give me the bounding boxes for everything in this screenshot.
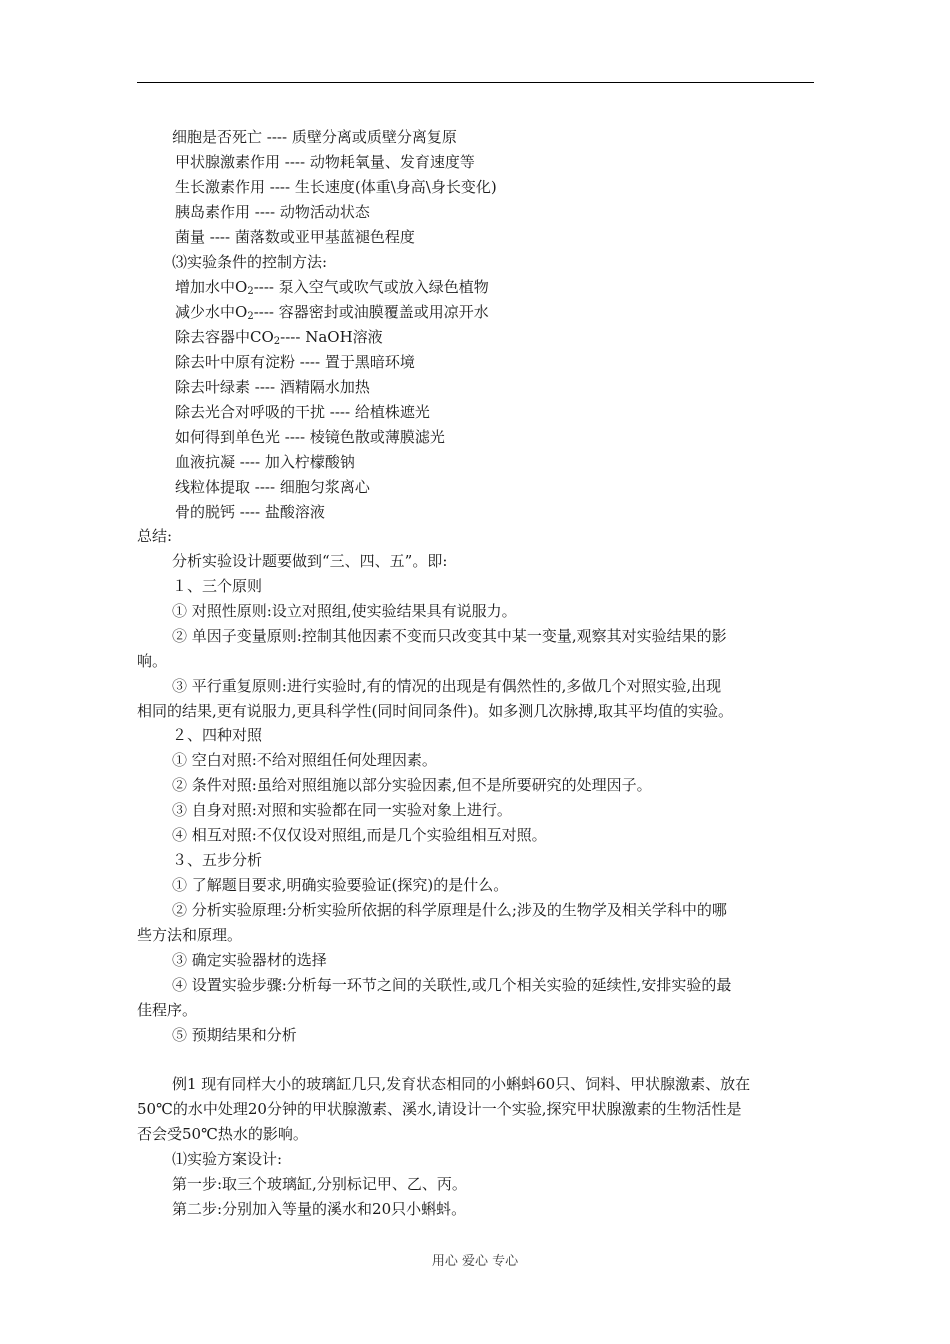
header-rule <box>137 82 814 83</box>
summary-heading: 总结: <box>137 527 173 545</box>
design-step: 第一步:取三个玻璃缸,分别标记甲、乙、丙。 <box>172 1175 467 1193</box>
design-heading: ⑴实验方案设计: <box>172 1150 283 1168</box>
principle-item: ① 对照性原则:设立对照组,使实验结果具有说服力。 <box>172 602 517 620</box>
design-step: 第二步:分别加入等量的溪水和20只小蝌蚪。 <box>172 1200 467 1218</box>
condition-line: 除去叶中原有淀粉 ---- 置于黑暗环境 <box>175 353 415 371</box>
step-item: ② 分析实验原理:分析实验所依据的科学原理是什么;涉及的生物学及相关学科中的哪 <box>172 901 727 919</box>
step-item-cont: 些方法和原理。 <box>137 926 243 944</box>
step-item: ③ 确定实验器材的选择 <box>172 951 327 969</box>
indicator-line: 细胞是否死亡 ---- 质壁分离或质壁分离复原 <box>172 128 457 146</box>
condition-line: 血液抗凝 ---- 加入柠檬酸钠 <box>175 453 355 471</box>
control-item: ② 条件对照:虽给对照组施以部分实验因素,但不是所要研究的处理因子。 <box>172 776 652 794</box>
indicator-line: 胰岛素作用 ---- 动物活动状态 <box>175 203 370 221</box>
part2-title: ２、四种对照 <box>172 726 263 744</box>
part1-title: １、三个原则 <box>172 577 263 595</box>
condition-line: 线粒体提取 ---- 细胞匀浆离心 <box>175 478 370 496</box>
control-item: ① 空白对照:不给对照组任何处理因素。 <box>172 751 437 769</box>
principle-item: ③ 平行重复原则:进行实验时,有的情况的出现是有偶然性的,多做几个对照实验,出现 <box>172 677 722 695</box>
step-item: ④ 设置实验步骤:分析每一环节之间的关联性,或几个相关实验的延续性,安排实验的最 <box>172 976 732 994</box>
condition-line: 除去叶绿素 ---- 酒精隔水加热 <box>175 378 370 396</box>
condition-line: 减少水中$O_2----$ 容器密封或油膜覆盖或用凉开水 <box>175 303 489 322</box>
example-text: 例1 现有同样大小的玻璃缸几只,发育状态相同的小蝌蚪60只、饲料、甲状腺激素、放在 <box>172 1075 751 1093</box>
indicator-line: 生长激素作用 ---- 生长速度(体重\身高\身长变化) <box>175 178 497 196</box>
principle-item-cont: 响。 <box>137 652 168 670</box>
example-text: 否会受50℃热水的影响。 <box>137 1125 308 1143</box>
control-item: ③ 自身对照:对照和实验都在同一实验对象上进行。 <box>172 801 512 819</box>
principle-item-cont: 相同的结果,更有说服力,更具科学性(同时间同条件)。如多测几次脉搏,取其平均值的实验。 <box>137 702 734 720</box>
condition-line: 除去光合对呼吸的干扰 ---- 给植株遮光 <box>175 403 430 421</box>
condition-line: 除去容器中$CO_2----$ NaOH溶液 <box>175 328 383 347</box>
principle-item: ② 单因子变量原则:控制其他因素不变而只改变其中某一变量,观察其对实验结果的影 <box>172 627 727 645</box>
page-footer: 用心 爱心 专心 <box>431 1254 519 1269</box>
part3-title: ３、五步分析 <box>172 851 263 869</box>
step-item-cont: 佳程序。 <box>137 1001 198 1019</box>
indicator-line: 甲状腺激素作用 ---- 动物耗氧量、发育速度等 <box>175 153 475 171</box>
condition-line: 增加水中$O_2----$ 泵入空气或吹气或放入绿色植物 <box>175 278 489 297</box>
indicator-line: 菌量 ---- 菌落数或亚甲基蓝褪色程度 <box>175 228 415 246</box>
condition-line: 如何得到单色光 ---- 棱镜色散或薄膜滤光 <box>175 428 445 446</box>
control-item: ④ 相互对照:不仅仅设对照组,而是几个实验组相互对照。 <box>172 826 547 844</box>
step-item: ① 了解题目要求,明确实验要验证(探究)的是什么。 <box>172 876 509 894</box>
section-heading: ⑶实验条件的控制方法: <box>172 253 328 271</box>
step-item: ⑤ 预期结果和分析 <box>172 1026 297 1044</box>
example-text: 50℃的水中处理20分钟的甲状腺激素、溪水,请设计一个实验,探究甲状腺激素的生物活性是 <box>137 1100 742 1118</box>
condition-line: 骨的脱钙 ---- 盐酸溶液 <box>175 503 325 521</box>
summary-intro: 分析实验设计题要做到“三、四、五”。即: <box>172 552 448 570</box>
